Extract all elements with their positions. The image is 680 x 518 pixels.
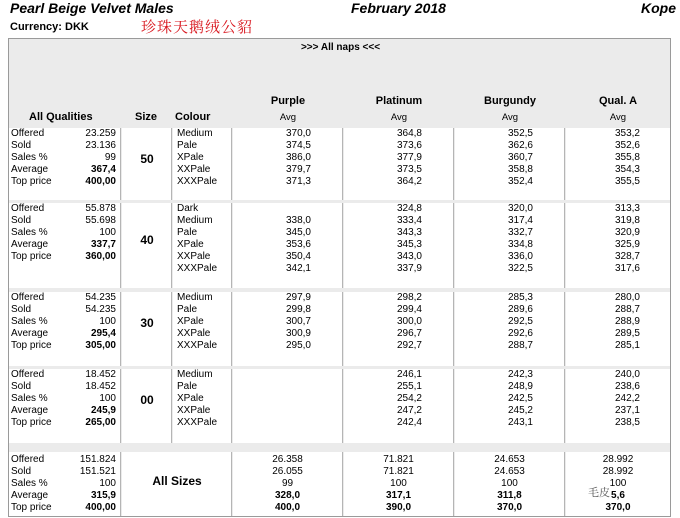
stat-value: 367,4 bbox=[90, 164, 116, 175]
table-cell: 100 bbox=[609, 478, 627, 489]
table-cell: 370,0 bbox=[496, 502, 523, 513]
table-cell: 400,0 bbox=[274, 502, 301, 513]
col-sub-platinum: Avg bbox=[390, 112, 408, 123]
table-cell: 370,0 bbox=[285, 128, 311, 139]
report-title: Pearl Beige Velvet Males bbox=[10, 0, 174, 16]
table-cell: 99 bbox=[281, 478, 294, 489]
report-location: Kope bbox=[641, 0, 676, 16]
table-cell: 311,8 bbox=[497, 490, 522, 501]
stat-row bbox=[9, 140, 120, 152]
platinum-cell bbox=[344, 369, 454, 443]
stat-row bbox=[9, 328, 120, 340]
table-cell: 242,2 bbox=[614, 393, 640, 404]
table-cell: 332,7 bbox=[507, 227, 533, 238]
purple-cell bbox=[233, 369, 343, 443]
stat-value: 99 bbox=[104, 152, 116, 163]
table-cell: XXPale bbox=[177, 405, 211, 416]
stat-label: Average bbox=[11, 328, 49, 339]
stat-value: 337,7 bbox=[90, 239, 116, 250]
stat-label: Sold bbox=[11, 304, 32, 315]
table-cell: Medium bbox=[177, 128, 213, 139]
stat-row bbox=[9, 502, 120, 514]
table-cell: 343,3 bbox=[396, 227, 422, 238]
table-cell: XXXPale bbox=[177, 340, 218, 351]
stat-label: Average bbox=[11, 490, 49, 501]
table-cell: 313,3 bbox=[614, 203, 640, 214]
table-cell bbox=[233, 393, 342, 405]
quala-cell bbox=[566, 203, 670, 288]
table-cell: 5,6 bbox=[611, 490, 625, 501]
table-cell: 26.358 bbox=[272, 454, 303, 465]
purple-cell bbox=[233, 128, 343, 200]
table-cell: 354,3 bbox=[614, 164, 640, 175]
table-cell: XXPale bbox=[177, 251, 211, 262]
stat-label: Sales % bbox=[11, 478, 48, 489]
table-cell: 364,8 bbox=[396, 128, 422, 139]
stat-row bbox=[9, 164, 120, 176]
table-cell: 299,4 bbox=[396, 304, 422, 315]
table-cell: 317,6 bbox=[614, 263, 640, 274]
stat-label: Sold bbox=[11, 381, 32, 392]
table-cell: XPale bbox=[177, 393, 204, 404]
stat-value: 18.452 bbox=[85, 369, 116, 380]
stat-label: Top price bbox=[11, 502, 52, 513]
stat-label: Offered bbox=[11, 203, 45, 214]
col-header-purple: Purple bbox=[270, 95, 306, 107]
col-sub-burgundy: Avg bbox=[501, 112, 519, 123]
platinum-cell bbox=[344, 292, 454, 366]
table-cell: 292,7 bbox=[396, 340, 422, 351]
table-cell: 243,1 bbox=[507, 417, 533, 428]
colour-cell bbox=[173, 128, 232, 200]
table-cell: 245,2 bbox=[507, 405, 533, 416]
quala-total-cell bbox=[566, 452, 670, 516]
stat-label: Top price bbox=[11, 417, 52, 428]
table-cell: 24.653 bbox=[494, 454, 525, 465]
quala-cell bbox=[566, 369, 670, 443]
table-cell: 370,0 bbox=[605, 502, 631, 513]
table-cell: 328,0 bbox=[274, 490, 301, 501]
stat-row bbox=[9, 454, 120, 466]
table-cell: 320,9 bbox=[614, 227, 640, 238]
table-cell: Medium bbox=[177, 215, 213, 226]
stat-row bbox=[9, 215, 120, 227]
table-cell: Medium bbox=[177, 292, 213, 303]
stat-value: 54.235 bbox=[85, 304, 116, 315]
col-header-burgundy: Burgundy bbox=[484, 95, 536, 107]
table-cell: Pale bbox=[177, 227, 198, 238]
table-cell: 297,9 bbox=[285, 292, 311, 303]
table-cell: 371,3 bbox=[285, 176, 311, 187]
table-cell: XXXPale bbox=[177, 176, 218, 187]
table-cell: 364,2 bbox=[396, 176, 422, 187]
size-label: 40 bbox=[140, 233, 154, 247]
table-cell: 100 bbox=[390, 478, 407, 489]
size-label: 50 bbox=[140, 152, 154, 166]
stat-label: Top price bbox=[11, 340, 52, 351]
table-cell: 373,6 bbox=[396, 140, 422, 151]
stat-row bbox=[9, 417, 120, 429]
platinum-cell bbox=[344, 128, 454, 200]
table-cell: 345,3 bbox=[396, 239, 422, 250]
stat-row bbox=[9, 128, 120, 140]
table-cell: XPale bbox=[177, 152, 204, 163]
table-cell: 247,2 bbox=[396, 405, 422, 416]
page-header bbox=[0, 0, 680, 40]
table-cell: 246,1 bbox=[396, 369, 422, 380]
table-cell: 343,0 bbox=[396, 251, 422, 262]
table-cell: 352,4 bbox=[507, 176, 533, 187]
col-header-all-qualities: All Qualities bbox=[29, 111, 93, 123]
table-cell: 374,5 bbox=[285, 140, 311, 151]
currency-label: Currency: DKK bbox=[10, 21, 89, 33]
table-cell: 379,7 bbox=[285, 164, 311, 175]
stat-label: Sold bbox=[11, 215, 32, 226]
stat-row bbox=[9, 203, 120, 215]
stat-value: 55.878 bbox=[85, 203, 116, 214]
stats-cell bbox=[9, 292, 121, 366]
stat-value: 23.259 bbox=[85, 128, 116, 139]
table-cell: 288,9 bbox=[614, 316, 640, 327]
table-cell: 71.821 bbox=[383, 466, 414, 477]
burgundy-total-cell bbox=[455, 452, 565, 516]
stat-value: 400,00 bbox=[85, 176, 116, 187]
size-block bbox=[9, 292, 670, 366]
table-cell: 255,1 bbox=[396, 381, 422, 392]
table-cell: 298,2 bbox=[396, 292, 422, 303]
stat-value: 265,00 bbox=[85, 417, 116, 428]
colour-cell bbox=[173, 369, 232, 443]
table-cell: 280,0 bbox=[614, 292, 640, 303]
col-header-platinum: Platinum bbox=[375, 95, 423, 107]
stat-row bbox=[9, 340, 120, 352]
stats-cell bbox=[9, 369, 121, 443]
burgundy-cell bbox=[455, 292, 565, 366]
stat-row bbox=[9, 490, 120, 502]
quala-cell bbox=[566, 292, 670, 366]
stat-value: 315,9 bbox=[90, 490, 116, 501]
table-cell: 248,9 bbox=[507, 381, 533, 392]
stat-label: Sales % bbox=[11, 152, 48, 163]
stat-row bbox=[9, 251, 120, 263]
table-cell: 342,1 bbox=[285, 263, 311, 274]
table-cell: 24.653 bbox=[494, 466, 525, 477]
table-cell: 285,1 bbox=[614, 340, 640, 351]
table-cell: 360,7 bbox=[507, 152, 533, 163]
table-cell: 358,8 bbox=[507, 164, 533, 175]
size-block bbox=[9, 369, 670, 443]
col-header-size: Size bbox=[135, 111, 158, 123]
table-cell: 285,3 bbox=[507, 292, 533, 303]
table-cell bbox=[233, 369, 342, 381]
stat-label: Offered bbox=[11, 292, 45, 303]
size-block bbox=[9, 128, 670, 200]
table-cell bbox=[233, 203, 342, 215]
table-cell: 28.992 bbox=[602, 454, 634, 465]
size-cell bbox=[122, 128, 172, 200]
stat-row bbox=[9, 405, 120, 417]
burgundy-cell bbox=[455, 203, 565, 288]
table-cell: Pale bbox=[177, 140, 198, 151]
stat-row bbox=[9, 152, 120, 164]
stat-value: 305,00 bbox=[85, 340, 116, 351]
table-cell: 336,0 bbox=[507, 251, 533, 262]
table-cell: Pale bbox=[177, 304, 198, 315]
stat-row bbox=[9, 239, 120, 251]
table-cell: 319,8 bbox=[614, 215, 640, 226]
stat-label: Sold bbox=[11, 140, 32, 151]
stats-cell bbox=[9, 452, 121, 516]
watermark-text: 毛皮 bbox=[588, 486, 610, 499]
table-cell: 242,4 bbox=[396, 417, 422, 428]
table-cell: 100 bbox=[501, 478, 518, 489]
table-cell: 300,0 bbox=[396, 316, 422, 327]
size-cell bbox=[122, 369, 172, 443]
table-cell: Dark bbox=[177, 203, 199, 214]
table-cell: 296,7 bbox=[396, 328, 422, 339]
table-cell bbox=[233, 417, 342, 429]
table-cell: 238,6 bbox=[614, 381, 640, 392]
stat-label: Average bbox=[11, 239, 49, 250]
stat-row bbox=[9, 227, 120, 239]
stat-row bbox=[9, 478, 120, 490]
table-cell: XPale bbox=[177, 316, 204, 327]
table-cell: 353,6 bbox=[285, 239, 311, 250]
report-date: February 2018 bbox=[351, 0, 446, 16]
stat-label: Offered bbox=[11, 454, 45, 465]
table-cell: 352,5 bbox=[507, 128, 533, 139]
stat-row bbox=[9, 369, 120, 381]
stat-value: 245,9 bbox=[90, 405, 116, 416]
totals-block bbox=[9, 452, 670, 516]
table-cell: 328,7 bbox=[614, 251, 640, 262]
stat-row bbox=[9, 176, 120, 188]
table-cell: 237,1 bbox=[614, 405, 640, 416]
table-cell: 242,3 bbox=[507, 369, 533, 380]
table-cell: Medium bbox=[177, 369, 213, 380]
colour-cell bbox=[173, 292, 232, 366]
stat-value: 18.452 bbox=[85, 381, 116, 392]
size-cell bbox=[122, 292, 172, 366]
table-cell: 324,8 bbox=[396, 203, 422, 214]
table-cell: 292,6 bbox=[507, 328, 533, 339]
table-cell: Pale bbox=[177, 381, 198, 392]
stat-value: 100 bbox=[99, 478, 116, 489]
col-header-colour: Colour bbox=[175, 111, 211, 123]
stat-value: 100 bbox=[99, 227, 116, 238]
table-cell: 373,5 bbox=[396, 164, 422, 175]
table-cell: XXPale bbox=[177, 164, 211, 175]
table-cell: 325,9 bbox=[614, 239, 640, 250]
table-cell: 362,6 bbox=[507, 140, 533, 151]
table-cell: 242,5 bbox=[507, 393, 533, 404]
stat-value: 151.824 bbox=[79, 454, 116, 465]
table-cell: 390,0 bbox=[385, 502, 412, 513]
table-cell: 355,5 bbox=[614, 176, 640, 187]
table-cell: 320,0 bbox=[507, 203, 533, 214]
table-cell: 289,5 bbox=[614, 328, 640, 339]
table-cell: 353,2 bbox=[614, 128, 640, 139]
platinum-total-cell bbox=[344, 452, 454, 516]
size-label: 30 bbox=[140, 316, 154, 330]
table-cell: XXXPale bbox=[177, 263, 218, 274]
stat-label: Top price bbox=[11, 176, 52, 187]
table-cell: 300,7 bbox=[285, 316, 311, 327]
stat-value: 295,4 bbox=[90, 328, 116, 339]
table-cell: XPale bbox=[177, 239, 204, 250]
table-cell: 288,7 bbox=[507, 340, 533, 351]
stats-cell bbox=[9, 128, 121, 200]
burgundy-cell bbox=[455, 128, 565, 200]
table-cell: 26.055 bbox=[272, 466, 303, 477]
auction-table bbox=[8, 38, 671, 517]
stat-value: 55.698 bbox=[85, 215, 116, 226]
stat-label: Sales % bbox=[11, 227, 48, 238]
table-cell: 334,8 bbox=[507, 239, 533, 250]
table-cell: 377,9 bbox=[396, 152, 422, 163]
table-cell: 352,6 bbox=[614, 140, 640, 151]
table-cell: 386,0 bbox=[285, 152, 311, 163]
purple-cell bbox=[233, 203, 343, 288]
group-label: >>> All naps <<< bbox=[300, 42, 381, 53]
stat-label: Top price bbox=[11, 251, 52, 262]
stat-value: 54.235 bbox=[85, 292, 116, 303]
stat-row bbox=[9, 393, 120, 405]
table-cell: XXXPale bbox=[177, 417, 218, 428]
table-cell: 240,0 bbox=[614, 369, 640, 380]
table-cell: 333,4 bbox=[396, 215, 422, 226]
table-cell: 317,1 bbox=[385, 490, 412, 501]
stat-row bbox=[9, 304, 120, 316]
stat-value: 360,00 bbox=[85, 251, 116, 262]
stat-row bbox=[9, 466, 120, 478]
col-header-qual-a: Qual. A bbox=[598, 95, 638, 107]
all-sizes-label: All Sizes bbox=[152, 474, 202, 488]
size-cell bbox=[122, 203, 172, 288]
stat-row bbox=[9, 316, 120, 328]
table-cell: 238,5 bbox=[614, 417, 640, 428]
table-cell: 299,8 bbox=[285, 304, 311, 315]
table-cell: 295,0 bbox=[285, 340, 311, 351]
table-cell: 300,9 bbox=[285, 328, 311, 339]
size-label: 00 bbox=[140, 393, 154, 407]
stat-label: Average bbox=[11, 405, 49, 416]
stat-row bbox=[9, 381, 120, 393]
purple-total-cell bbox=[233, 452, 343, 516]
table-cell bbox=[233, 405, 342, 417]
quala-cell bbox=[566, 128, 670, 200]
col-sub-purple: Avg bbox=[279, 112, 297, 123]
stat-value: 23.136 bbox=[85, 140, 116, 151]
table-cell: 71.821 bbox=[383, 454, 414, 465]
table-cell: 288,7 bbox=[614, 304, 640, 315]
stat-label: Offered bbox=[11, 128, 45, 139]
stat-value: 400,00 bbox=[85, 502, 116, 513]
purple-cell bbox=[233, 292, 343, 366]
chinese-label: 珍珠天鹅绒公貂 bbox=[141, 18, 254, 36]
stat-value: 151.521 bbox=[79, 466, 116, 477]
table-cell: 322,5 bbox=[507, 263, 533, 274]
table-cell: 28.992 bbox=[602, 466, 634, 477]
table-cell: 317,4 bbox=[507, 215, 533, 226]
burgundy-cell bbox=[455, 369, 565, 443]
table-cell: 350,4 bbox=[285, 251, 311, 262]
table-cell: 254,2 bbox=[396, 393, 422, 404]
stat-label: Sold bbox=[11, 466, 32, 477]
stat-label: Sales % bbox=[11, 393, 48, 404]
table-cell: 338,0 bbox=[285, 215, 311, 226]
colour-cell bbox=[173, 203, 232, 288]
stat-label: Sales % bbox=[11, 316, 48, 327]
stat-label: Offered bbox=[11, 369, 45, 380]
stat-row bbox=[9, 292, 120, 304]
table-cell: 355,8 bbox=[614, 152, 640, 163]
table-cell: 292,5 bbox=[507, 316, 533, 327]
stat-label: Average bbox=[11, 164, 49, 175]
table-cell: 289,6 bbox=[507, 304, 533, 315]
stats-cell bbox=[9, 203, 121, 288]
table-cell: XXPale bbox=[177, 328, 211, 339]
table-cell: 345,0 bbox=[285, 227, 311, 238]
table-cell bbox=[233, 381, 342, 393]
table-cell: 337,9 bbox=[396, 263, 422, 274]
stat-value: 100 bbox=[99, 393, 116, 404]
stat-value: 100 bbox=[99, 316, 116, 327]
size-block bbox=[9, 203, 670, 288]
col-sub-qual-a: Avg bbox=[609, 112, 627, 123]
platinum-cell bbox=[344, 203, 454, 288]
